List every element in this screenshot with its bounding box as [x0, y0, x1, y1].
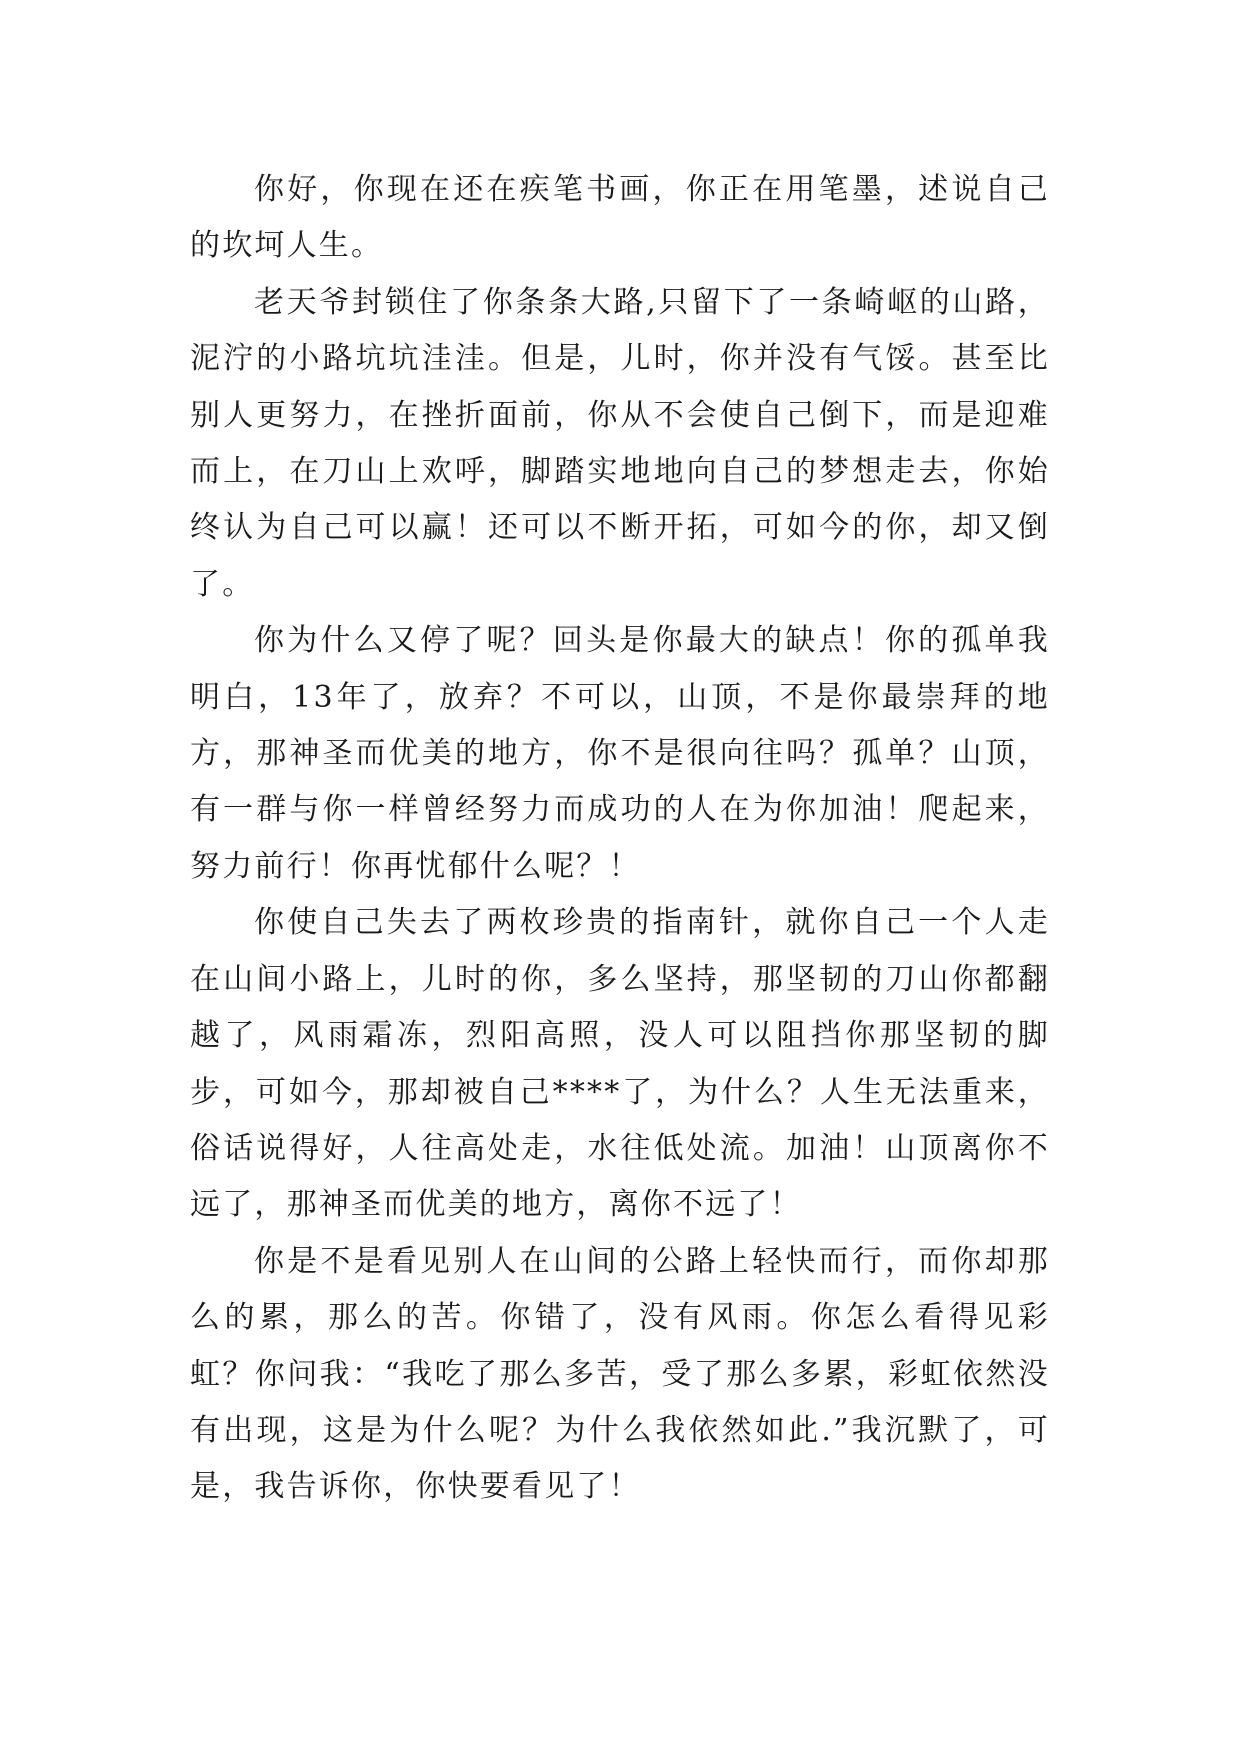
paragraph-4: 你使自己失去了两枚珍贵的指南针，就你自己一个人走在山间小路上，儿时的你，多么坚持，那坚韧的刀山你都翻越了，风雨霜冻，烈阳高照，没人可以阻挡你那坚韧的脚步，可如今，那却被自己****了，为什么？人生无法重来，俗话说得好，人往高处走，水往低处流。加油！山顶离你不远了，那神圣而优美的地方，离你不远了！ — [190, 905, 1050, 1223]
paragraph-5: 你是不是看见别人在山间的公路上轻快而行，而你却那么的累，那么的苦。你错了，没有风雨。你怎么看得见彩虹？你问我：“我吃了那么多苦，受了那么多累，彩虹依然没有出现，这是为什么呢？为什么我依然如此.”我沉默了，可是，我告诉你，你快要看见了！ — [190, 1243, 1050, 1505]
document-body — [190, 162, 1050, 1516]
paragraph-3: 你为什么又停了呢？回头是你最大的缺点！你的孤单我明白，13年了，放弃？不可以，山顶，不是你最崇拜的地方，那神圣而优美的地方，你不是很向往吗？孤单？山顶，有一群与你一样曾经努力而成功的人在为你加油！爬起来，努力前行！你再忧郁什么呢？！ — [190, 623, 1050, 884]
paragraph-2: 老天爷封锁住了你条条大路,只留下了一条崎岖的山路，泥泞的小路坑坑洼洼。但是，儿时，你并没有气馁。甚至比别人更努力，在挫折面前，你从不会使自己倒下，而是迎难而上，在刀山上欢呼，脚踏实地地向自己的梦想走去，你始终认为自己可以赢！还可以不断开拓，可如今的你，却又倒了。 — [190, 284, 1050, 602]
paragraph-1: 你好，你现在还在疾笔书画，你正在用笔墨，述说自己的坎坷人生。 — [190, 172, 1050, 264]
